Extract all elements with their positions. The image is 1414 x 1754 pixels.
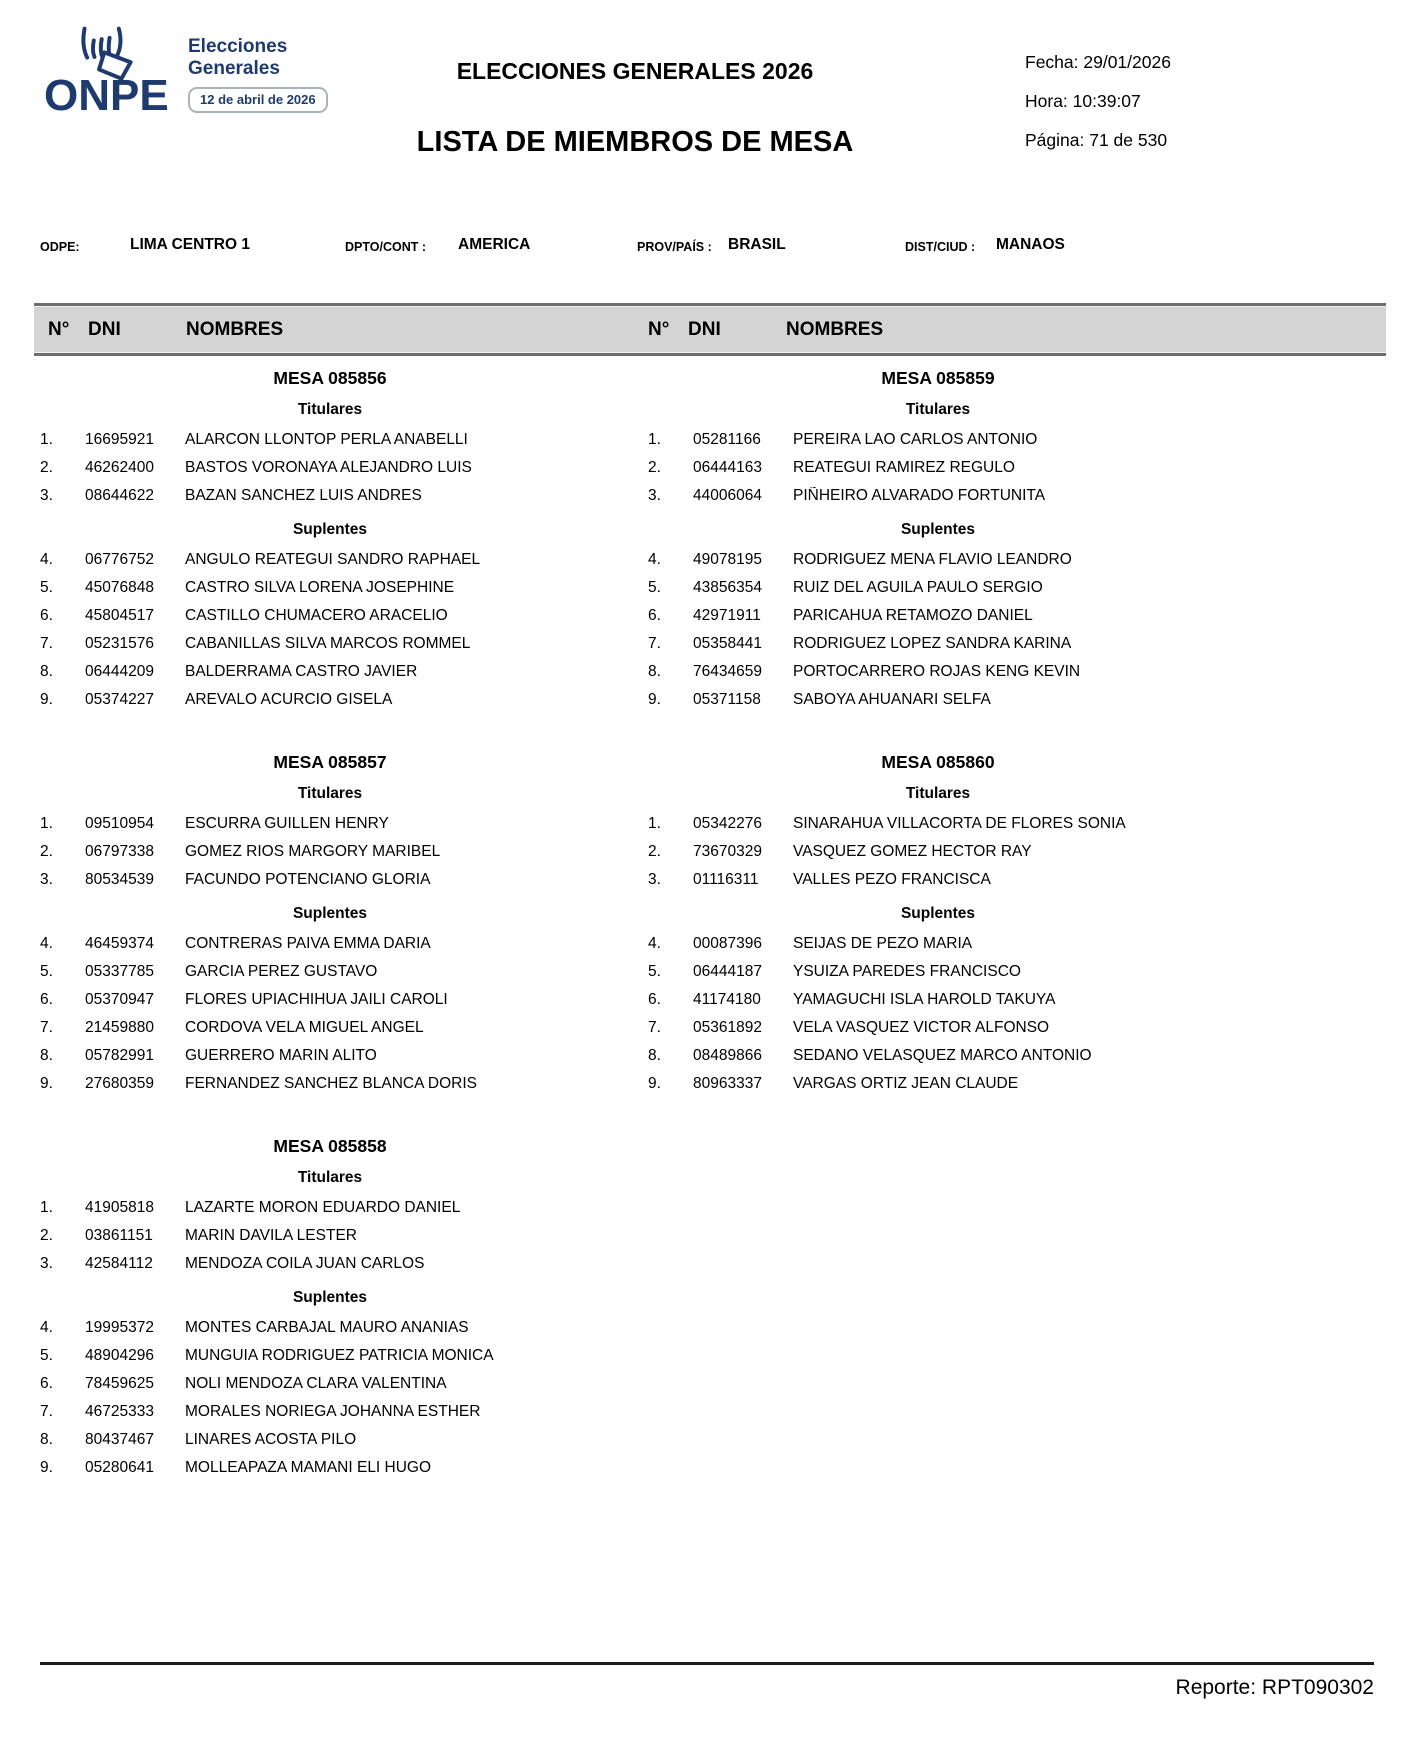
member-row — [648, 986, 1228, 1014]
member-row — [40, 630, 620, 658]
logo-line-generales: Generales — [188, 58, 280, 79]
row-number: 9. — [40, 1075, 53, 1092]
col-header-dni-right: DNI — [688, 319, 721, 340]
member-row — [40, 1398, 620, 1426]
member-row — [648, 810, 1228, 838]
row-name: RUIZ DEL AGUILA PAULO SERGIO — [793, 579, 1043, 596]
member-row — [40, 454, 620, 482]
row-number: 7. — [648, 635, 661, 652]
row-name: FERNANDEZ SANCHEZ BLANCA DORIS — [185, 1075, 477, 1092]
member-row — [40, 930, 620, 958]
row-dni: 05280641 — [85, 1459, 154, 1476]
row-number: 2. — [40, 843, 53, 860]
onpe-logo-text: ONPE — [44, 71, 169, 120]
row-number: 5. — [40, 963, 53, 980]
logo-line-elecciones: Elecciones — [188, 36, 288, 57]
mesa-title: MESA 085857 — [273, 752, 387, 772]
member-row — [648, 838, 1228, 866]
mesa-section — [648, 750, 1228, 1098]
titulares-label: Titulares — [297, 1169, 363, 1186]
row-name: ANGULO REATEGUI SANDRO RAPHAEL — [185, 551, 481, 568]
row-name: MORALES NORIEGA JOHANNA ESTHER — [185, 1403, 481, 1420]
row-dni: 41174180 — [693, 991, 761, 1008]
row-name: GOMEZ RIOS MARGORY MARIBEL — [185, 843, 441, 860]
dpto-cont-value: AMERICA — [458, 236, 531, 253]
row-number: 1. — [648, 431, 661, 448]
member-row — [40, 866, 620, 894]
row-dni: 80534539 — [85, 871, 154, 888]
member-row — [40, 482, 620, 510]
titulares-label: Titulares — [297, 785, 363, 802]
mesa-section — [648, 366, 1228, 714]
row-name: VASQUEZ GOMEZ HECTOR RAY — [793, 843, 1032, 860]
col-header-nombres-right: NOMBRES — [786, 319, 884, 340]
mesa-title: MESA 085859 — [881, 368, 995, 388]
row-number: 6. — [40, 991, 53, 1008]
row-dni: 06776752 — [85, 551, 154, 568]
row-dni: 45076848 — [85, 579, 154, 596]
row-name: PIÑHEIRO ALVARADO FORTUNITA — [793, 487, 1046, 504]
member-rows — [648, 810, 1228, 894]
member-row — [648, 426, 1228, 454]
suplentes-label: Suplentes — [900, 521, 976, 538]
member-row — [40, 1222, 620, 1250]
row-number: 7. — [40, 1019, 53, 1036]
row-number: 6. — [40, 1375, 53, 1392]
titles-block — [300, 58, 970, 158]
member-row — [40, 1194, 620, 1222]
member-row — [40, 1370, 620, 1398]
row-number: 9. — [648, 1075, 661, 1092]
member-row — [40, 602, 620, 630]
row-number: 4. — [40, 935, 53, 952]
row-dni: 09510954 — [85, 815, 154, 832]
report-code: Reporte: RPT090302 — [1175, 1676, 1374, 1699]
row-dni: 73670329 — [693, 843, 762, 860]
member-row — [40, 1314, 620, 1342]
row-name: FACUNDO POTENCIANO GLORIA — [185, 871, 431, 888]
row-number: 9. — [648, 691, 661, 708]
member-row — [648, 1014, 1228, 1042]
row-number: 7. — [40, 635, 53, 652]
row-dni: 00087396 — [693, 935, 762, 952]
dist-ciud-value: MANAOS — [996, 236, 1065, 253]
row-name: GUERRERO MARIN ALITO — [185, 1047, 377, 1064]
row-dni: 16695921 — [85, 431, 154, 448]
titulares-label: Titulares — [905, 401, 971, 418]
row-name: VELA VASQUEZ VICTOR ALFONSO — [793, 1019, 1050, 1036]
row-name: PORTOCARRERO ROJAS KENG KEVIN — [793, 663, 1081, 680]
row-dni: 08644622 — [85, 487, 154, 504]
member-rows — [648, 930, 1228, 1098]
row-number: 5. — [40, 579, 53, 596]
row-dni: 78459625 — [85, 1375, 154, 1392]
mesa-title: MESA 085856 — [273, 368, 387, 388]
col-header-dni-left: DNI — [88, 319, 121, 340]
suplentes-label: Suplentes — [292, 1289, 368, 1306]
member-row — [40, 686, 620, 714]
row-dni: 08489866 — [693, 1047, 762, 1064]
row-dni: 80437467 — [85, 1431, 154, 1448]
mesa-section — [40, 750, 620, 1098]
row-name: ESCURRA GUILLEN HENRY — [185, 815, 389, 832]
row-name: LAZARTE MORON EDUARDO DANIEL — [185, 1199, 461, 1216]
row-dni: 43856354 — [693, 579, 762, 596]
titulares-label: Titulares — [905, 785, 971, 802]
page-info — [1025, 52, 1171, 169]
row-number: 9. — [40, 1459, 53, 1476]
row-name: MENDOZA COILA JUAN CARLOS — [185, 1255, 425, 1272]
document-subtitle: LISTA DE MIEMBROS DE MESA — [416, 126, 854, 158]
row-name: NOLI MENDOZA CLARA VALENTINA — [185, 1375, 447, 1392]
row-name: SABOYA AHUANARI SELFA — [793, 691, 991, 708]
row-name: SEDANO VELASQUEZ MARCO ANTONIO — [793, 1047, 1092, 1064]
row-name: RODRIGUEZ MENA FLAVIO LEANDRO — [793, 551, 1072, 568]
row-dni: 06444163 — [693, 459, 762, 476]
row-name: PARICAHUA RETAMOZO DANIEL — [793, 607, 1033, 624]
row-number: 4. — [648, 935, 661, 952]
row-name: MARIN DAVILA LESTER — [185, 1227, 357, 1244]
member-rows — [40, 810, 620, 894]
row-name: MONTES CARBAJAL MAURO ANANIAS — [185, 1319, 469, 1336]
titulares-label: Titulares — [297, 401, 363, 418]
row-number: 3. — [648, 487, 661, 504]
col-header-num-right: N° — [648, 319, 670, 340]
member-row — [648, 482, 1228, 510]
election-date-badge: 12 de abril de 2026 — [188, 87, 328, 113]
row-number: 1. — [40, 815, 53, 832]
member-row — [648, 686, 1228, 714]
row-dni: 46459374 — [85, 935, 154, 952]
row-dni: 41905818 — [85, 1199, 154, 1216]
member-row — [648, 1042, 1228, 1070]
row-dni: 06444187 — [693, 963, 762, 980]
row-number: 3. — [40, 1255, 53, 1272]
column-left — [40, 358, 620, 1482]
member-row — [40, 574, 620, 602]
column-right — [648, 358, 1228, 1482]
row-name: LINARES ACOSTA PILO — [185, 1431, 357, 1448]
suplentes-label: Suplentes — [292, 905, 368, 922]
dist-ciud-label: DIST/CIUD : — [905, 240, 976, 254]
member-row — [40, 658, 620, 686]
member-rows — [40, 1194, 620, 1278]
row-dni: 03861151 — [85, 1227, 153, 1244]
mesa-section — [40, 1134, 620, 1482]
member-row — [40, 1042, 620, 1070]
row-name: BASTOS VORONAYA ALEJANDRO LUIS — [185, 459, 472, 476]
prov-pais-value: BRASIL — [728, 236, 786, 253]
row-number: 3. — [648, 871, 661, 888]
location-meta-row — [40, 224, 1380, 256]
member-row — [648, 866, 1228, 894]
member-rows — [40, 930, 620, 1098]
odpe-label: ODPE: — [40, 240, 80, 254]
hora-text: Hora: 10:39:07 — [1025, 91, 1141, 111]
row-name: PEREIRA LAO CARLOS ANTONIO — [793, 431, 1038, 448]
row-number: 4. — [648, 551, 661, 568]
col-header-nombres-left: NOMBRES — [186, 319, 284, 340]
row-dni: 01116311 — [693, 871, 759, 888]
row-name: AREVALO ACURCIO GISELA — [185, 691, 393, 708]
member-rows — [648, 426, 1228, 510]
row-name: GARCIA PEREZ GUSTAVO — [185, 963, 378, 980]
row-name: REATEGUI RAMIREZ REGULO — [793, 459, 1015, 476]
member-row — [40, 958, 620, 986]
row-number: 2. — [648, 459, 661, 476]
row-dni: 05371158 — [693, 691, 761, 708]
row-dni: 05337785 — [85, 963, 154, 980]
row-dni: 05782991 — [85, 1047, 154, 1064]
row-name: BAZAN SANCHEZ LUIS ANDRES — [185, 487, 422, 504]
row-number: 2. — [40, 459, 53, 476]
row-dni: 42971911 — [693, 607, 761, 624]
row-name: CABANILLAS SILVA MARCOS ROMMEL — [185, 635, 471, 652]
member-row — [40, 838, 620, 866]
suplentes-label: Suplentes — [900, 905, 976, 922]
row-dni: 46725333 — [85, 1403, 154, 1420]
member-row — [648, 546, 1228, 574]
row-name: YSUIZA PAREDES FRANCISCO — [793, 963, 1021, 980]
member-row — [648, 930, 1228, 958]
row-number: 2. — [40, 1227, 53, 1244]
mesa-title: MESA 085860 — [881, 752, 995, 772]
prov-pais-label: PROV/PAÍS : — [637, 240, 712, 254]
member-row — [40, 810, 620, 838]
row-number: 6. — [648, 607, 661, 624]
row-number: 1. — [40, 1199, 53, 1216]
row-dni: 05342276 — [693, 815, 762, 832]
table-header-bar — [34, 303, 1386, 356]
row-name: MOLLEAPAZA MAMANI ELI HUGO — [185, 1459, 432, 1476]
row-name: CASTRO SILVA LORENA JOSEPHINE — [185, 579, 455, 596]
row-number: 8. — [648, 663, 661, 680]
row-dni: 06797338 — [85, 843, 154, 860]
col-header-num-left: N° — [48, 319, 70, 340]
row-number: 1. — [40, 431, 53, 448]
document-title: ELECCIONES GENERALES 2026 — [456, 58, 814, 84]
member-row — [648, 1070, 1228, 1098]
row-dni: 45804517 — [85, 607, 154, 624]
member-rows — [40, 1314, 620, 1482]
member-row — [648, 454, 1228, 482]
row-name: MUNGUIA RODRIGUEZ PATRICIA MONICA — [185, 1347, 494, 1364]
row-dni: 06444209 — [85, 663, 154, 680]
row-dni: 05358441 — [693, 635, 762, 652]
pagina-text: Página: 71 de 530 — [1025, 130, 1168, 150]
member-row — [40, 1426, 620, 1454]
row-dni: 76434659 — [693, 663, 762, 680]
row-number: 3. — [40, 487, 53, 504]
row-number: 2. — [648, 843, 661, 860]
member-row — [40, 986, 620, 1014]
row-number: 9. — [40, 691, 53, 708]
member-row — [40, 1342, 620, 1370]
row-name: CONTRERAS PAIVA EMMA DARIA — [185, 935, 431, 952]
row-name: BALDERRAMA CASTRO JAVIER — [185, 663, 418, 680]
member-row — [40, 1454, 620, 1482]
onpe-logo-mark — [44, 26, 172, 118]
fecha-text: Fecha: 29/01/2026 — [1025, 52, 1171, 72]
row-name: ALARCON LLONTOP PERLA ANABELLI — [185, 431, 468, 448]
mesa-title: MESA 085858 — [273, 1136, 387, 1156]
row-dni: 46262400 — [85, 459, 154, 476]
odpe-value: LIMA CENTRO 1 — [130, 236, 250, 253]
row-name: YAMAGUCHI ISLA HAROLD TAKUYA — [793, 991, 1056, 1008]
row-dni: 05281166 — [693, 431, 761, 448]
mesa-section — [40, 366, 620, 714]
row-name: SEIJAS DE PEZO MARIA — [793, 935, 973, 952]
row-name: CASTILLO CHUMACERO ARACELIO — [185, 607, 448, 624]
row-name: SINARAHUA VILLACORTA DE FLORES SONIA — [793, 815, 1126, 832]
member-rows — [40, 546, 620, 714]
row-number: 8. — [648, 1047, 661, 1064]
row-number: 5. — [648, 963, 661, 980]
member-row — [648, 574, 1228, 602]
row-dni: 42584112 — [85, 1255, 153, 1272]
footer-divider — [40, 1662, 1374, 1665]
member-row — [40, 546, 620, 574]
row-dni: 05361892 — [693, 1019, 762, 1036]
row-dni: 05370947 — [85, 991, 154, 1008]
row-number: 3. — [40, 871, 53, 888]
row-dni: 80963337 — [693, 1075, 762, 1092]
row-number: 1. — [648, 815, 661, 832]
row-number: 7. — [648, 1019, 661, 1036]
suplentes-label: Suplentes — [292, 521, 368, 538]
row-dni: 21459880 — [85, 1019, 154, 1036]
row-dni: 48904296 — [85, 1347, 154, 1364]
row-number: 7. — [40, 1403, 53, 1420]
member-row — [648, 658, 1228, 686]
row-number: 8. — [40, 1431, 53, 1448]
mesa-list-content — [40, 358, 1374, 1482]
member-rows — [648, 546, 1228, 714]
row-dni: 44006064 — [693, 487, 762, 504]
member-row — [648, 630, 1228, 658]
member-row — [40, 1250, 620, 1278]
row-number: 8. — [40, 1047, 53, 1064]
onpe-logo — [44, 26, 328, 118]
row-name: FLORES UPIACHIHUA JAILI CAROLI — [185, 991, 448, 1008]
row-number: 4. — [40, 1319, 53, 1336]
row-number: 5. — [648, 579, 661, 596]
member-row — [648, 602, 1228, 630]
row-number: 4. — [40, 551, 53, 568]
row-dni: 27680359 — [85, 1075, 154, 1092]
row-dni: 05231576 — [85, 635, 154, 652]
member-row — [40, 426, 620, 454]
row-number: 6. — [40, 607, 53, 624]
row-number: 8. — [40, 663, 53, 680]
row-dni: 05374227 — [85, 691, 154, 708]
dpto-cont-label: DPTO/CONT : — [345, 240, 427, 254]
member-row — [648, 958, 1228, 986]
row-dni: 49078195 — [693, 551, 762, 568]
row-name: VALLES PEZO FRANCISCA — [793, 871, 991, 888]
row-name: CORDOVA VELA MIGUEL ANGEL — [185, 1019, 424, 1036]
row-dni: 19995372 — [85, 1319, 154, 1336]
row-number: 5. — [40, 1347, 53, 1364]
row-number: 6. — [648, 991, 661, 1008]
member-rows — [40, 426, 620, 510]
row-name: VARGAS ORTIZ JEAN CLAUDE — [793, 1075, 1019, 1092]
member-row — [40, 1070, 620, 1098]
row-name: RODRIGUEZ LOPEZ SANDRA KARINA — [793, 635, 1072, 652]
member-row — [40, 1014, 620, 1042]
